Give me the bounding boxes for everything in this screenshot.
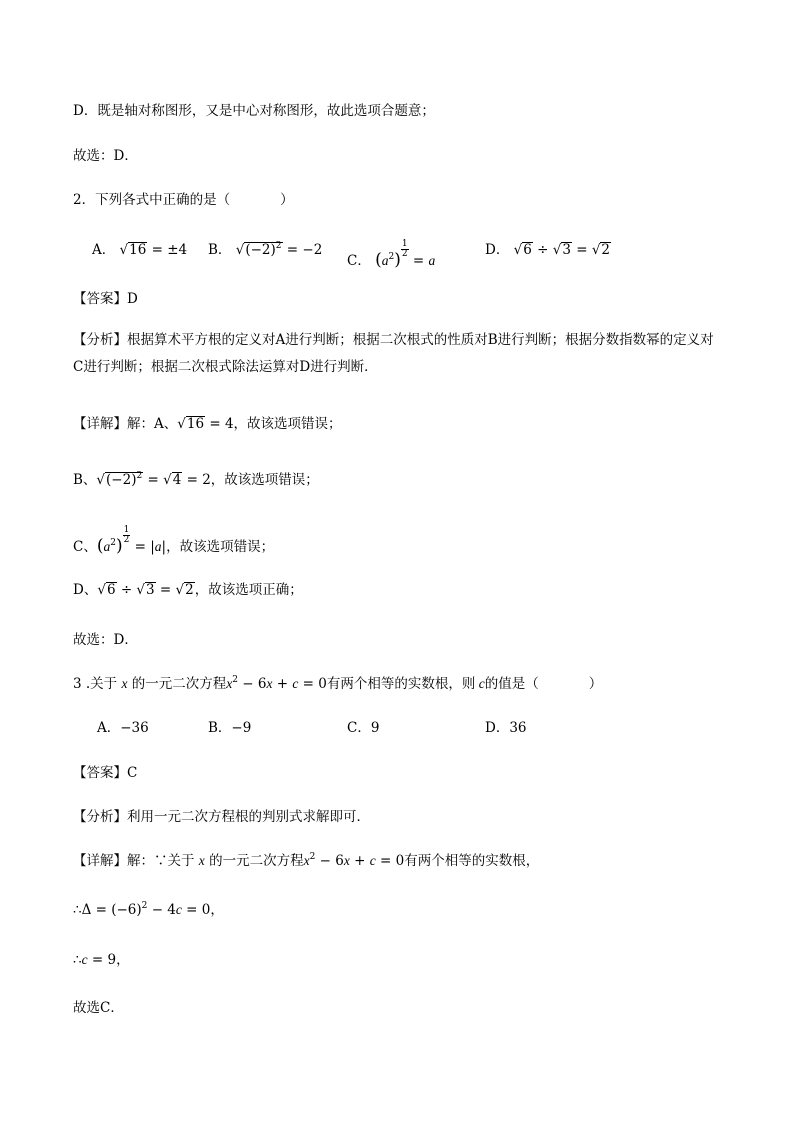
- detail-3-mid: 的一元二次方程: [209, 853, 304, 869]
- q2-option-c: [347, 240, 435, 271]
- detail-3-discriminant: [73, 900, 224, 920]
- q2-option-d: [485, 240, 611, 260]
- q3-option-d: D．36: [485, 720, 527, 736]
- detail-2-d-prefix: D、: [73, 582, 98, 598]
- detail-2-a: [73, 414, 342, 434]
- q2-option-a-label: A．: [92, 242, 116, 258]
- answer-3: 【答案】C: [73, 765, 138, 781]
- choice-3: 故选C．: [73, 1000, 124, 1016]
- question-3-close-bracket: ）: [588, 676, 603, 692]
- q2-option-d-label: D．: [485, 242, 510, 258]
- q2-option-c-formula: $(a^2)$ $\frac{1}{2}$ = a: [375, 239, 436, 270]
- detail-2-b-prefix: B、: [73, 472, 97, 488]
- q2-option-a-formula: √16 = ±4: [119, 242, 188, 258]
- detail-3-equation: $x^2 - 6x + c = 0$: [303, 852, 405, 869]
- question-2-close-bracket: ）: [280, 192, 294, 208]
- q3-option-b: B．−9: [208, 720, 252, 736]
- variable-c: c: [475, 676, 485, 691]
- q3-option-a: A．−36: [97, 720, 149, 736]
- question-3-tail: 的值是（: [484, 676, 539, 692]
- detail-2-a-tail: ，故该选项错误；: [233, 416, 342, 432]
- detail-3-prefix: 【详解】解：∵关于: [73, 853, 195, 869]
- answer-2: 【答案】D: [73, 291, 138, 307]
- detail-2-b-formula: $√(-2)^2 = √4 = 2$: [96, 471, 211, 488]
- variable-x-detail: x: [198, 853, 205, 868]
- detail-2-a-formula: √16 = 4: [177, 416, 234, 432]
- detail-2-b: [73, 470, 319, 490]
- detail-2-d-tail: ，故该选项正确；: [194, 582, 303, 598]
- question-3-prefix: 3 .关于: [73, 676, 118, 692]
- detail-3-result: [73, 950, 130, 970]
- q2-option-b: [208, 240, 322, 260]
- q2-option-a: [92, 240, 187, 260]
- analysis-2: 【分析】根据算术平方根的定义对A进行判断；根据二次根式的性质对B进行判断；根据分数指数幂的定义对C进行判断；根据二次根式除法运算对D进行判断．: [73, 332, 714, 375]
- analysis-3: 【分析】利用一元二次方程根的判别式求解即可．: [73, 809, 370, 825]
- q2-option-c-label: C．: [347, 253, 371, 269]
- question-2-stem: [73, 190, 294, 210]
- discriminant-tail: ，: [210, 902, 224, 918]
- question-2-text: 2．下列各式中正确的是（: [73, 192, 231, 208]
- result-formula: ∴c = 9: [73, 952, 117, 968]
- detail-3-line-1: [73, 851, 539, 871]
- detail-2-c-prefix: C、: [73, 539, 97, 555]
- detail-2-b-tail: ，故该选项错误；: [210, 472, 319, 488]
- detail-2-c-formula: $(a^2)$ $\frac{1}{2}$ = |a|: [96, 525, 167, 556]
- discriminant-formula: ∴Δ = $(-6)^2 - 4c = 0$: [73, 901, 211, 918]
- q2-option-d-formula: √6 ÷ √3 = √2: [513, 242, 611, 258]
- detail-2-prefix: 【详解】解：A、: [73, 416, 178, 432]
- prev-option-d-text: D．既是轴对称图形，又是中心对称图形，故此选项合题意；: [73, 103, 435, 119]
- result-tail: ，: [116, 952, 130, 968]
- variable-x: x: [121, 676, 128, 691]
- detail-2-c-tail: ，故该选项错误；: [166, 539, 275, 555]
- detail-3-tail: 有两个相等的实数根，: [404, 853, 540, 869]
- q2-option-b-formula: $√(-2)^2 = -2$: [235, 241, 323, 258]
- question-3-mid2: 有两个相等的实数根，则: [326, 676, 476, 692]
- q3-option-c: C．9: [347, 720, 380, 736]
- q2-option-b-label: B．: [208, 242, 232, 258]
- question-3-equation: $x^2 - 6x + c = 0$: [226, 675, 327, 692]
- detail-2-d: [73, 580, 303, 600]
- question-3-mid: 的一元二次方程: [131, 676, 227, 692]
- question-3-stem: [73, 674, 602, 694]
- detail-2-c: [73, 526, 274, 557]
- detail-2-d-formula: √6 ÷ √3 = √2: [97, 582, 194, 598]
- choice-2: 故选：D．: [73, 632, 138, 648]
- prev-choice-text: 故选：D．: [73, 148, 138, 164]
